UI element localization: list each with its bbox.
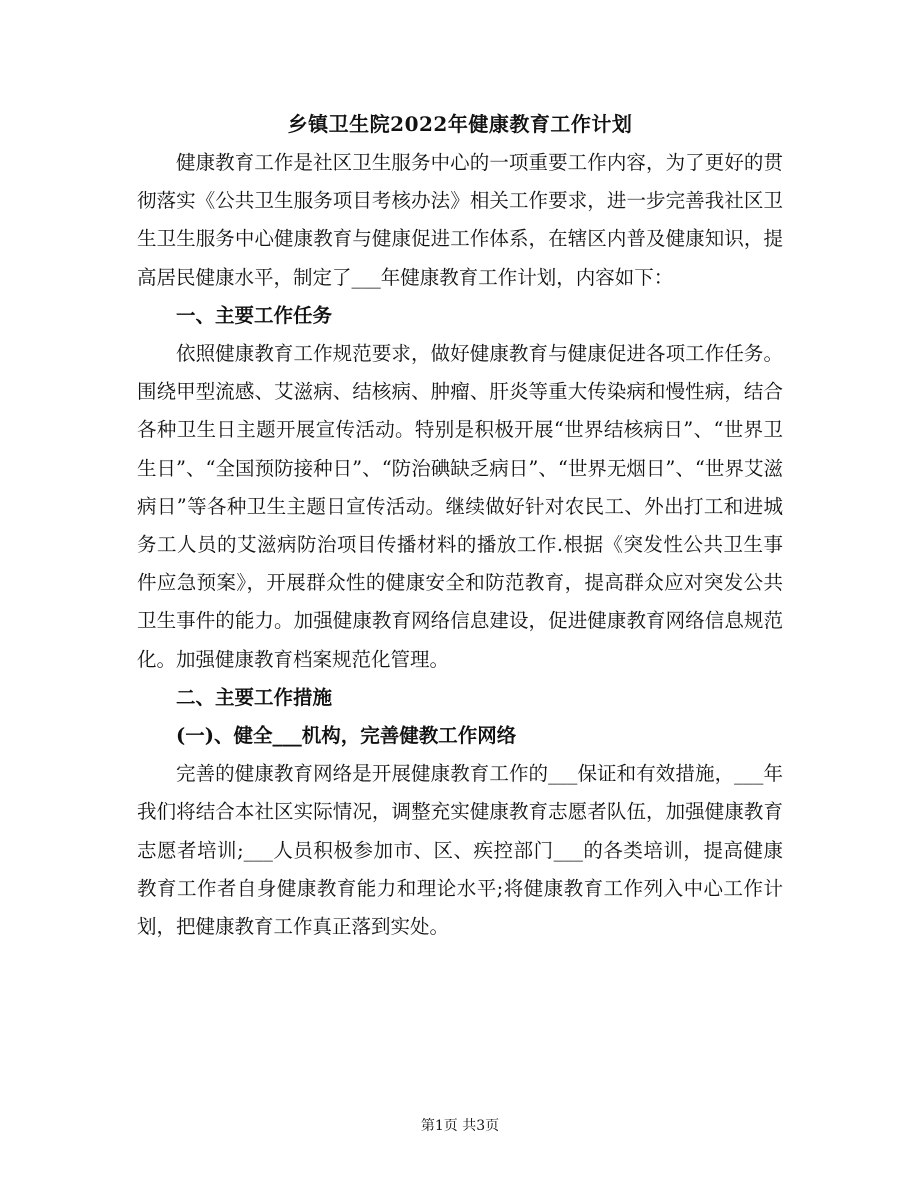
document-title: 乡镇卫生院2022年健康教育工作计划 (287, 112, 633, 136)
document-body (137, 144, 783, 946)
intro-paragraph: 健康教育工作是社区卫生服务中心的一项重要工作内容，为了更好的贯彻落实《公共卫生服务项目考核办法》相关工作要求，进一步完善我社区卫生卫生服务中心健康教育与健康促进工作体系，在辖区内普及健康知识，提高居民健康水平，制定了___年健康教育工作计划，内容如下： (137, 151, 783, 289)
network-paragraph: 完善的健康教育网络是开展健康教育工作的___保证和有效措施，___年我们将结合本社区实际情况，调整充实健康教育志愿者队伍，加强健康教育志愿者培训;___人员积极参加市、区、疾控部门___的各类培训，提高健康教育工作者自身健康教育能力和理论水平;将健康教育工作列入中心工作计划，把健康教育工作真正落到实处。 (137, 762, 783, 939)
subsection-heading-network: (一)、健全___机构，完善健教工作网络 (176, 724, 517, 748)
section-heading-measures: 二、主要工作措施 (176, 685, 333, 709)
page-number: 第1页 共3页 (420, 1118, 500, 1134)
tasks-paragraph: 依照健康教育工作规范要求，做好健康教育与健康促进各项工作任务。围绕甲型流感、艾滋病、结核病、肿瘤、肝炎等重大传染病和慢性病，结合各种卫生日主题开展宣传活动。特别是积极开展“世界结核病日”、“世界卫生日”、“全国预防接种日”、“防治碘缺乏病日”、“世界无烟日”、“世界艾滋病日”等各种卫生主题日宣传活动。继续做好针对农民工、外出打工和进城务工人员的艾滋病防治项目传播材料的播放工作.根据《突发性公共卫生事件应急预案》，开展群众性的健康安全和防范教育，提高群众应对突发公共卫生事件的能力。加强健康教育网络信息建设，促进健康教育网络信息规范化。加强健康教育档案规范化管理。 (137, 342, 783, 671)
section-heading-tasks: 一、主要工作任务 (176, 303, 333, 327)
